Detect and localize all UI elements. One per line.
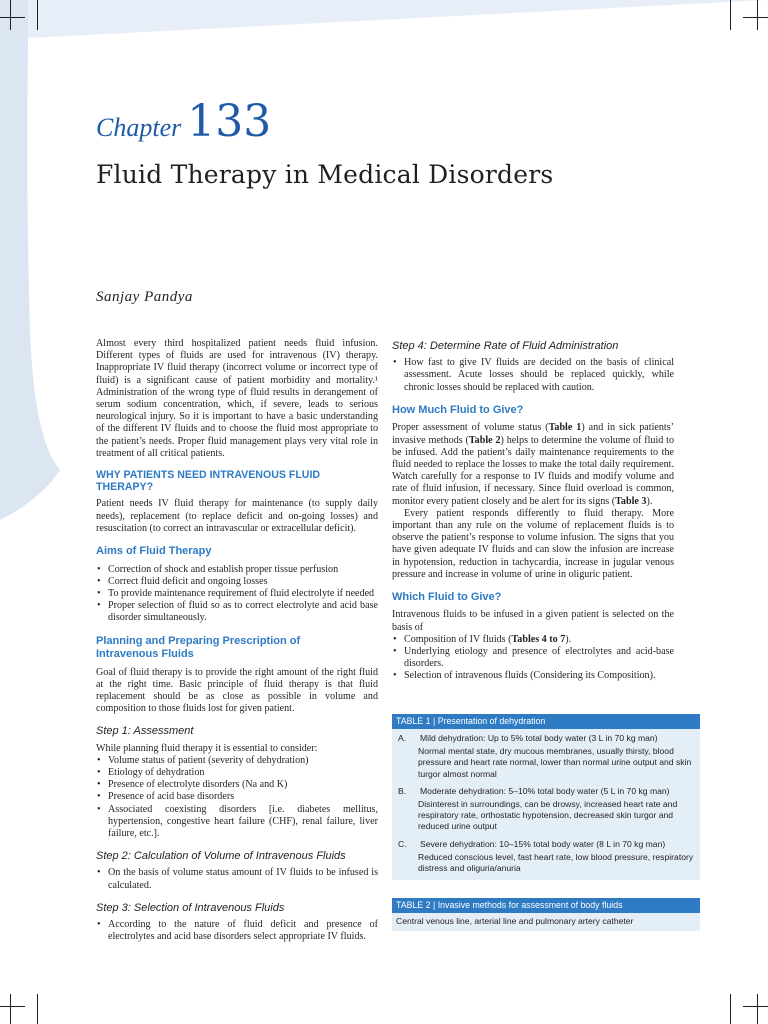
list-item: • Associated coexisting disorders [i.e. diabetes mellitus, hypertension, congestive heart failure (CHF), renal failure, liver failure, etc.]. bbox=[96, 804, 378, 841]
text-run: ) and in sick patients’ invasive methods ( bbox=[392, 422, 674, 446]
section-heading-aims: Aims of Fluid Therapy bbox=[96, 545, 212, 558]
chapter-word: Chapter bbox=[96, 113, 182, 142]
row-detail: Disinterest in surroundings, can be drowsy, increased heart rate and respiratory rate, orthostatic hypotension, decreased skin turgor and reduced urine output bbox=[418, 799, 678, 832]
planning-heading-line2: Intravenous Fluids bbox=[96, 648, 194, 661]
list-item: • How fast to give IV fluids are decided on the basis of clinical assessment. Acute losses should be replaced quickly, while chronic losses should be replaced with caution. bbox=[392, 357, 674, 394]
table-ref[interactable]: Table 2 bbox=[468, 434, 501, 446]
row-letter: B. bbox=[398, 785, 407, 796]
text-run: ) helps to determine the volume of fluid to be infused. Add the patient’s daily maintenance requirements to the fluid needed to replace the losses to make the total daily requirement. Watch carefully for a response to IV fluids and modify volume and rate of fluid infusion, if necessary. Since fluid overload is common, monitor every patient closely and be alert for its signs ( bbox=[392, 434, 674, 507]
crop-mark bbox=[730, 994, 731, 1024]
crop-mark bbox=[743, 17, 768, 18]
text-run: ). bbox=[565, 633, 572, 645]
section-heading-how-much: How Much Fluid to Give? bbox=[392, 403, 524, 416]
row-detail: Reduced conscious level, fast heart rate, low blood pressure, respiratory distress and oliguria/anuria bbox=[418, 851, 694, 874]
step1-paragraph: While planning fluid therapy it is essential to consider: bbox=[96, 742, 318, 754]
how-much-paragraph-2: Every patient responds differently to fluid therapy. More important than any rule on the volume of replacement fluids is to observe the patient’s response to volume infusion. The signs that you have given adequate IV fluids and can slow the infusion are increase in hypotension, reduction in tachycardia, increase in jugular venous pressure and increase in volume of urine in oliguric patient. bbox=[392, 507, 674, 580]
text-run: Composition of IV fluids ( bbox=[404, 633, 512, 645]
chapter-title: Fluid Therapy in Medical Disorders bbox=[96, 160, 554, 189]
intro-paragraph: Almost every third hospitalized patient needs fluid infusion. Different types of fluids are used for intravenous (IV) therapy. Inappropriate IV fluid therapy (incorrect volume or incorrect type of fluid) is a significant cause of patient morbidity and mortality.¹ Administration of the wrong type of fluid results in derangement of serum sodium concentration, which, if severe, leads to serious neurological injury. So it is important to have a basic understanding of the different IV fluids and to choose the fluid most appropriate to the patient’s needs. Proper fluid management plays very vital role in treatment of all critical patients. bbox=[96, 338, 378, 459]
step4-heading: Step 4: Determine Rate of Fluid Administration bbox=[392, 340, 619, 352]
list-item: • To provide maintenance requirement of fluid electrolyte if needed bbox=[96, 588, 378, 600]
table-2-body bbox=[392, 913, 700, 931]
step1-heading: Step 1: Assessment bbox=[96, 725, 194, 738]
right-column bbox=[392, 330, 674, 683]
text-run: Proper assessment of volume status ( bbox=[392, 422, 549, 434]
table-row bbox=[396, 786, 696, 797]
crop-mark bbox=[757, 0, 758, 30]
step3-list bbox=[96, 919, 378, 943]
section-heading-which: Which Fluid to Give? bbox=[392, 590, 502, 603]
crop-mark bbox=[0, 1006, 25, 1007]
table-1 bbox=[392, 714, 700, 880]
step2-list bbox=[96, 867, 378, 891]
list-item: • Selection of intravenous fluids (Considering its Composition). bbox=[392, 670, 674, 682]
step3-heading: Step 3: Selection of Intravenous Fluids bbox=[96, 901, 285, 914]
list-item: • Volume status of patient (severity of dehydration) bbox=[96, 755, 378, 767]
chapter-heading bbox=[96, 96, 271, 147]
crop-mark bbox=[10, 994, 11, 1024]
table-2 bbox=[392, 898, 700, 931]
table-1-header: TABLE 1 | Presentation of dehydration bbox=[392, 714, 700, 729]
row-text: Severe dehydration: 10–15% total body water (8 L in 70 kg man) bbox=[420, 838, 666, 849]
row-letter: C. bbox=[398, 838, 407, 849]
list-item: • Presence of electrolyte disorders (Na and K) bbox=[96, 779, 378, 791]
left-column bbox=[96, 338, 378, 943]
crop-mark bbox=[37, 994, 38, 1024]
table-row bbox=[396, 839, 696, 850]
crop-mark bbox=[10, 0, 11, 30]
list-item: • On the basis of volume status amount of IV fluids to be infused is calculated. bbox=[96, 867, 378, 891]
crop-mark bbox=[743, 1006, 768, 1007]
step1-list bbox=[96, 755, 378, 840]
step4-list bbox=[392, 357, 674, 394]
list-item: • Etiology of dehydration bbox=[96, 767, 378, 779]
table-ref[interactable]: Table 1 bbox=[548, 422, 582, 434]
which-paragraph: Intravenous fluids to be infused in a given patient is selected on the basis of bbox=[392, 609, 674, 633]
planning-heading-line1: Planning and Preparing Prescription of bbox=[96, 634, 301, 647]
list-item bbox=[392, 634, 674, 646]
row-detail: Normal mental state, dry mucous membranes, usually thirsty, blood pressure and heart rate normal, lower than normal urine output and skin turgor almost normal bbox=[418, 746, 692, 779]
which-list bbox=[392, 634, 674, 683]
section-heading-why: WHY PATIENTS NEED INTRAVENOUS FLUID THERAPY? bbox=[96, 469, 321, 494]
list-item: • Correction of shock and establish proper tissue perfusion bbox=[96, 564, 378, 576]
list-item: • Correct fluid deficit and ongoing losses bbox=[96, 576, 378, 588]
crop-mark bbox=[730, 0, 731, 30]
list-item: • According to the nature of fluid deficit and presence of electrolytes and acid base disorders select appropriate IV fluids. bbox=[96, 919, 378, 943]
table-row: Central venous line, arterial line and pulmonary artery catheter bbox=[396, 916, 634, 926]
crop-mark bbox=[757, 994, 758, 1024]
text-run: ). bbox=[646, 495, 653, 507]
table-1-body bbox=[392, 729, 700, 880]
row-letter: A. bbox=[398, 733, 407, 743]
list-item: • Underlying etiology and presence of electrolytes and acid-base disorders. bbox=[392, 646, 674, 670]
table-2-header: TABLE 2 | Invasive methods for assessment of body fluids bbox=[392, 898, 700, 913]
table-row bbox=[396, 733, 696, 744]
row-text: Moderate dehydration: 5–10% total body water (5 L in 70 kg man) bbox=[420, 785, 670, 796]
row-text: Mild dehydration: Up to 5% total body water (3 L in 70 kg man) bbox=[420, 733, 658, 743]
planning-paragraph: Goal of fluid therapy is to provide the right amount of the right fluid at the right time. Basic principle of fluid therapy is that fluid replacement should be as close as possible in volume and composition to those fluids lost for given patient. bbox=[96, 666, 378, 715]
aims-list bbox=[96, 564, 378, 625]
table-ref[interactable]: Tables 4 to 7 bbox=[511, 633, 566, 645]
step2-heading: Step 2: Calculation of Volume of Intravenous Fluids bbox=[96, 850, 346, 863]
section-heading-planning bbox=[96, 635, 378, 662]
list-item: • Proper selection of fluid so as to correct electrolyte and acid base disorder simultaneously. bbox=[96, 600, 378, 624]
chapter-number: 133 bbox=[187, 96, 272, 147]
author-name: Sanjay Pandya bbox=[96, 289, 193, 305]
crop-mark bbox=[37, 0, 38, 30]
how-much-paragraph-1 bbox=[392, 422, 674, 507]
table-ref[interactable]: Table 3 bbox=[615, 495, 647, 507]
list-item: • Presence of acid base disorders bbox=[96, 791, 378, 803]
why-paragraph: Patient needs IV fluid therapy for maintenance (to supply daily needs), replacement (to replace deficit and on-going losses) and resuscitation (to correct an intravascular or extracellular deficit). bbox=[96, 498, 378, 534]
crop-mark bbox=[0, 17, 25, 18]
